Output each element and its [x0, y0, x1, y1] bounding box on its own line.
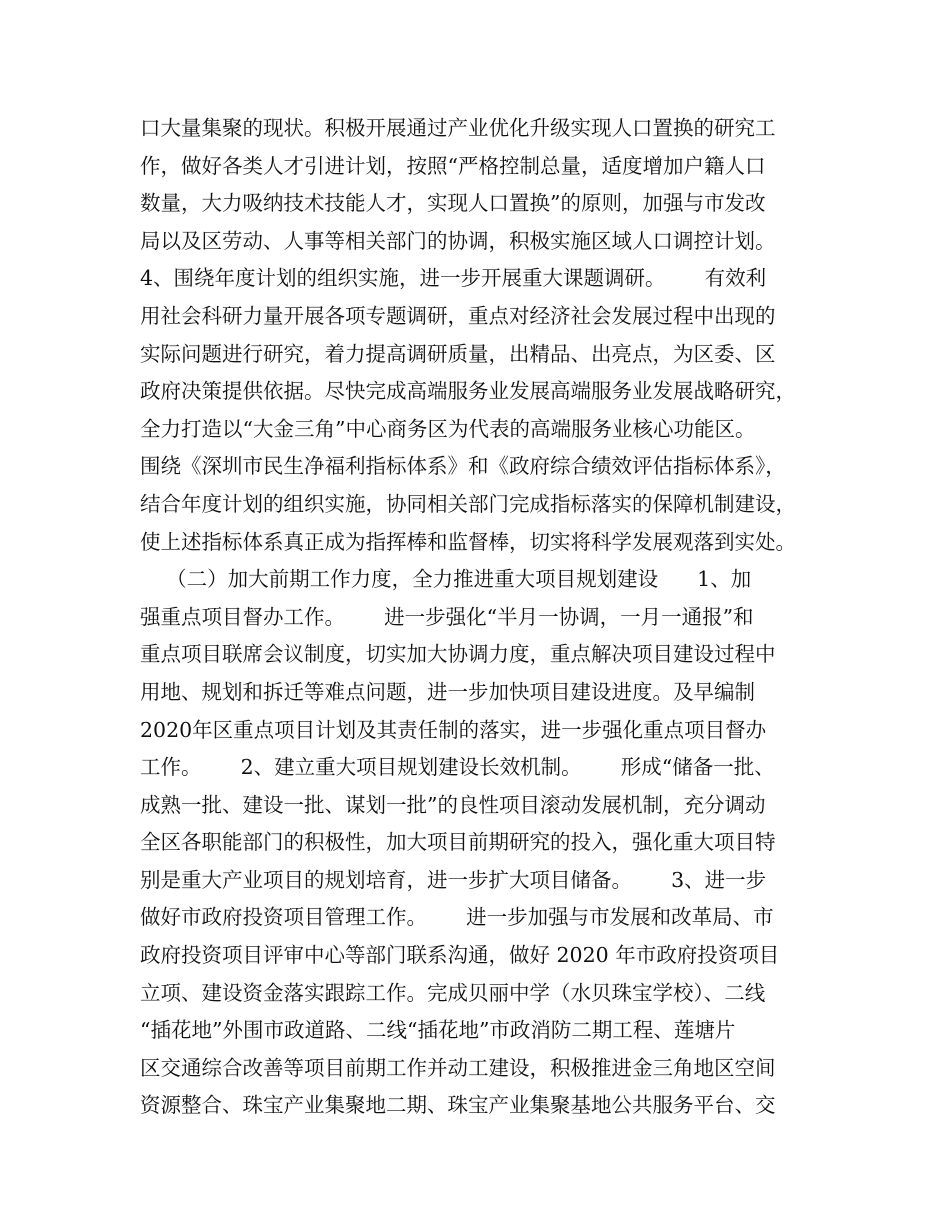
text-line: 全力打造以“大金三角”中心商务区为代表的高端服务业核心功能区。	[140, 416, 756, 441]
text-line: “插花地”外围市政道路、二线“插花地”市政消防二期工程、莲塘片	[140, 1018, 736, 1043]
text-line: 政府决策提供依据。尽快完成高端服务业发展高端服务业发展战略研究，	[140, 379, 796, 404]
text-line: 用地、规划和拆迁等难点问题，进一步加快项目建设进度。及早编制	[140, 679, 755, 704]
text-line: 结合年度计划的组织实施，协同相关部门完成指标落实的保障机制建设，	[140, 491, 796, 516]
text-line: 工作。 2、建立重大项目规划建设长效机制。 形成“储备一批、	[140, 755, 775, 780]
text-line: 区交通综合改善等项目前期工作并动工建设，积极推进金三角地区空间	[140, 1055, 776, 1080]
text-line: 做好市政府投资项目管理工作。 进一步加强与市发展和改革局、市	[140, 905, 774, 930]
text-line: 围绕《深圳市民生净福利指标体系》和《政府综合绩效评估指标体系》，	[140, 454, 786, 479]
text-line: 别是重大产业项目的规划培育，进一步扩大项目储备。 3、进一步	[140, 867, 767, 892]
body-text	[140, 110, 830, 1125]
text-line: 政府投资项目评审中心等部门联系沟通，做好 2020 年市政府投资项目	[140, 943, 780, 968]
text-line: 口大量集聚的现状。积极开展通过产业优化升级实现人口置换的研究工	[140, 116, 776, 140]
text-line: 重点项目联席会议制度，切实加大协调力度，重点解决项目建设过程中	[140, 642, 776, 667]
text-line: 立项、建设资金落实跟踪工作。完成贝丽中学（水贝珠宝学校）、二线	[140, 980, 766, 1005]
text-line: 用社会科研力量开展各项专题调研，重点对经济社会发展过程中出现的	[140, 303, 776, 328]
text-line: 实际问题进行研究，着力提高调研质量，出精品、出亮点，为区委、区	[140, 341, 776, 366]
text-line: 使上述指标体系真正成为指挥棒和监督棒，切实将科学发展观落到实处。	[140, 529, 796, 554]
text-line: 2020年区重点项目计划及其责任制的落实，进一步强化重点项目督办	[140, 717, 767, 742]
text-line: 作，做好各类人才引进计划，按照“严格控制总量，适度增加户籍人口	[140, 153, 766, 178]
text-line: 全区各职能部门的积极性，加大项目前期研究的投入，强化重大项目特	[140, 830, 776, 855]
text-line: 数量，大力吸纳技术技能人才，实现人口置换”的原则，加强与市发改	[140, 191, 766, 216]
text-line: 4、围绕年度计划的组织实施，进一步开展重大课题调研。 有效利	[140, 266, 767, 291]
text-line: 强重点项目督办工作。 进一步强化“半月一协调，一月一通报”和	[140, 604, 754, 629]
text-line: 局以及区劳动、人事等相关部门的协调，积极实施区域人口调控计划。	[140, 228, 776, 253]
text-line: 成熟一批、建设一批、谋划一批”的良性项目滚动发展机制，充分调动	[140, 792, 766, 817]
section-heading-line: （二）加大前期工作力度，全力推进重大项目规划建设 1、加	[140, 567, 752, 592]
text-line: 资源整合、珠宝产业集聚地二期、珠宝产业集聚基地公共服务平台、交	[140, 1093, 776, 1118]
